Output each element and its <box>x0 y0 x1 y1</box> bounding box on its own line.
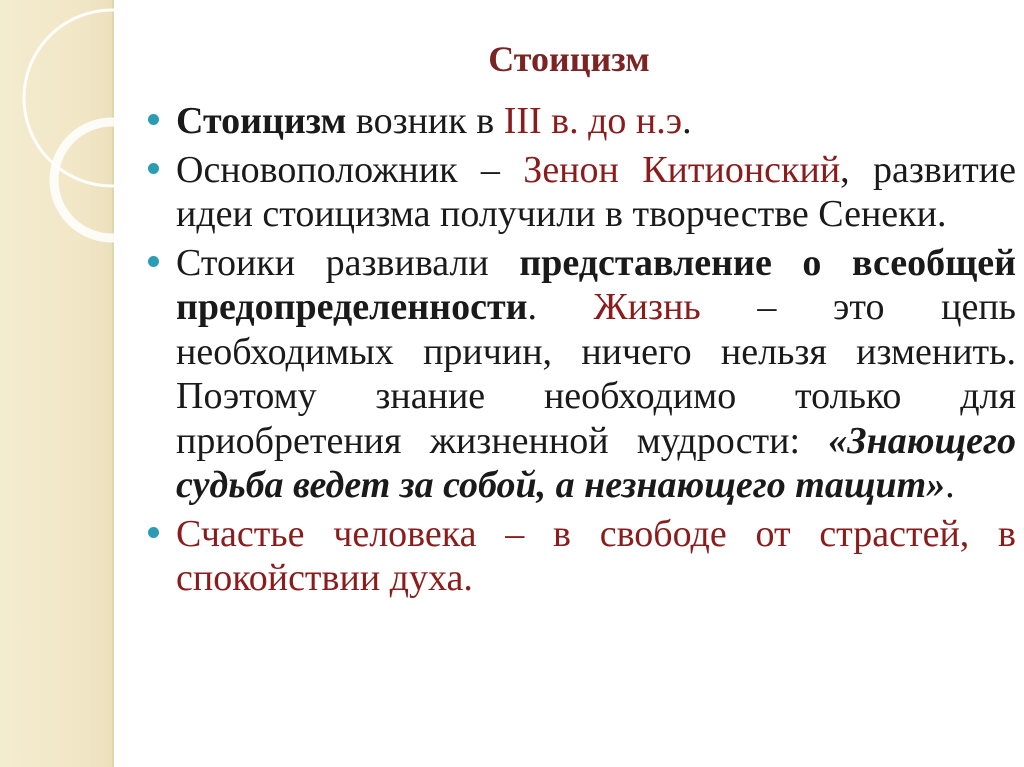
decorative-circle-small <box>54 122 170 238</box>
bullet-dot <box>148 114 159 125</box>
text-run-highlight: III в. до н.э <box>503 100 683 142</box>
text-run: . <box>682 100 692 142</box>
text-run: Стоицизм <box>176 100 347 142</box>
text-run: , развитие идеи стоицизма получили в творчестве Сенеки. <box>176 148 1016 235</box>
decorative-circle-large <box>24 10 200 186</box>
text-run-highlight: Зенон Китионский <box>523 148 841 191</box>
bullet-dot <box>148 527 159 538</box>
text-run: возник в <box>346 100 504 142</box>
quote-run: «Знающего судьба ведет за собой, а незнающего тащит» <box>176 419 1016 506</box>
text-run: – это цепь необходимых причин, ничего нельзя изменить. Поэтому знание необходимо только для приобретения жизненной мудрости: <box>176 286 1016 462</box>
bullet-item-4 <box>176 512 1016 601</box>
text-run: . <box>527 286 594 328</box>
text-run-highlight: Счастье человека – в свободе от страстей, в спокойствии духа. <box>176 512 1016 599</box>
text-run-highlight: Жизнь <box>593 286 701 328</box>
text-run: . <box>945 464 955 506</box>
text-run: Основоположник – <box>176 148 524 191</box>
bullet-item-1 <box>176 99 1016 144</box>
text-run-bold: представление о всеобщей предопределенности <box>176 241 1016 328</box>
bullet-dot <box>148 256 159 267</box>
bullet-item-3 <box>176 241 1016 508</box>
bullet-dot <box>148 163 159 174</box>
slide-title: Стоицизм <box>488 39 650 79</box>
bullet-item-2 <box>176 148 1016 237</box>
text-run: Стоики развивали <box>176 241 520 284</box>
bullet-list <box>176 99 1016 605</box>
